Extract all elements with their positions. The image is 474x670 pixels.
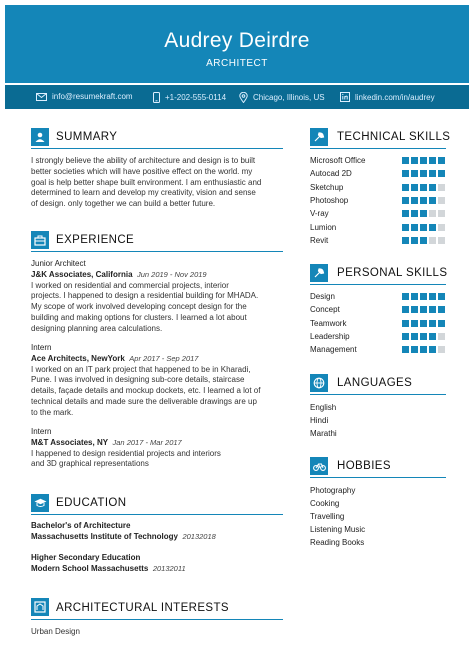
rating-dot-filled: [402, 157, 409, 164]
rating-dot-filled: [402, 333, 409, 340]
job-desc-line: and 3D graphical representations: [31, 459, 149, 469]
interests-icon: [31, 598, 49, 616]
rating-dot-filled: [411, 346, 418, 353]
candidate-role: ARCHITECT: [206, 58, 268, 69]
rating-dot-filled: [402, 184, 409, 191]
technical-skills-title: TECHNICAL SKILLS: [337, 131, 451, 143]
skill-rating: [402, 306, 447, 313]
envelope-icon: [36, 93, 47, 101]
interests-divider: [31, 619, 283, 620]
rating-dot-filled: [429, 224, 436, 231]
rating-dot-filled: [411, 210, 418, 217]
rating-dot-filled: [420, 210, 427, 217]
phone-icon: [153, 92, 160, 103]
summary-line: I strongly believe the ability of architecture and design is to built: [31, 156, 256, 165]
skill-name: Design: [310, 292, 335, 301]
skill-name: Concept: [310, 305, 340, 315]
languages-divider: [310, 394, 446, 395]
rating-dot-filled: [429, 333, 436, 340]
rating-dot-filled: [402, 197, 409, 204]
education-divider: [31, 514, 283, 515]
rating-dot-filled: [411, 184, 418, 191]
job-dates: Apr 2017 - Sep 2017: [129, 353, 199, 363]
rating-dot-filled: [402, 237, 409, 244]
rating-dot-filled: [402, 210, 409, 217]
job-entry: [31, 427, 221, 470]
rating-dot-filled: [429, 197, 436, 204]
summary-divider: [31, 148, 283, 149]
languages-icon: [310, 374, 328, 392]
hobbies-title: HOBBIES: [337, 460, 391, 472]
language-item: Marathi: [310, 429, 337, 438]
languages-title: LANGUAGES: [337, 377, 413, 389]
rating-dot-empty: [429, 210, 436, 217]
rating-dot-empty: [438, 237, 445, 244]
rating-dot-filled: [411, 157, 418, 164]
degree-name: Bachelor's of Architecture: [31, 521, 131, 530]
rating-dot-filled: [402, 170, 409, 177]
rating-dot-filled: [420, 306, 427, 313]
skill-rating: [402, 333, 447, 340]
school-name: Massachusetts Institute of Technology: [31, 531, 178, 541]
skill-rating: [402, 157, 447, 164]
job-desc-line: details, façade details and mockup dockets, etc. I learned a lot of: [31, 386, 261, 396]
summary-line: determined to learn and develop my creativity, vision and sense: [31, 188, 256, 198]
hobbies-divider: [310, 477, 446, 478]
job-desc-line: building and making options for clusters. I learned a lot about: [31, 312, 247, 322]
rating-dot-empty: [438, 210, 445, 217]
skill-name: Management: [310, 345, 357, 355]
education-icon: [31, 494, 49, 512]
skill-name: Lumion: [310, 222, 337, 232]
job-entry: [31, 343, 260, 419]
rating-dot-filled: [411, 293, 418, 300]
contact-phone: [153, 92, 226, 103]
rating-dot-filled: [420, 333, 427, 340]
personal-skills-divider: [310, 284, 446, 285]
location-text: Chicago, Illinois, US: [253, 93, 325, 102]
rating-dot-filled: [411, 320, 418, 327]
skill-rating: [402, 197, 447, 204]
job-desc-line: I happened to design residential projects and interiors: [31, 448, 221, 458]
rating-dot-filled: [420, 237, 427, 244]
rating-dot-filled: [411, 333, 418, 340]
skill-rating: [402, 237, 447, 244]
linkedin-icon: [340, 92, 350, 102]
job-company: Ace Architects, NewYork: [31, 353, 125, 363]
education-entry: [31, 521, 216, 543]
experience-icon: [31, 231, 49, 249]
skill-rating: [402, 224, 447, 231]
hobby-item: Reading Books: [310, 538, 365, 547]
contact-location: [239, 92, 325, 103]
rating-dot-filled: [402, 346, 409, 353]
rating-dot-filled: [438, 157, 445, 164]
skill-rating: [402, 293, 447, 300]
location-pin-icon: [239, 92, 248, 103]
skill-row: [310, 332, 450, 344]
skill-name: Photoshop: [310, 195, 349, 205]
phone-text: +1-202-555-0114: [165, 93, 227, 102]
skill-name: Leadership: [310, 331, 350, 341]
school-name: Modern School Massachusetts: [31, 563, 149, 573]
job-desc-line: designing planning area calculations.: [31, 323, 163, 333]
job-desc-line: I worked on residential and commercial projects, interior: [31, 280, 229, 290]
skill-row: [310, 169, 450, 181]
skill-name: Autocad 2D: [310, 169, 352, 179]
rating-dot-filled: [438, 306, 445, 313]
email-text: info@resumekraft.com: [52, 92, 133, 101]
skill-row: [310, 209, 450, 221]
candidate-name: Audrey Deirdre: [164, 29, 310, 52]
skill-name: Revit: [310, 235, 329, 245]
contact-email: [36, 92, 133, 101]
summary-line: goal is help better shape built environment. I am enthusiastic and: [31, 177, 262, 187]
rating-dot-filled: [402, 306, 409, 313]
contact-linkedin[interactable]: [340, 92, 435, 102]
summary-icon: [31, 128, 49, 146]
skill-rating: [402, 170, 447, 177]
job-desc-line: My scope of work involved developing concept design for the: [31, 302, 247, 312]
skill-row: [310, 223, 450, 235]
rating-dot-filled: [420, 346, 427, 353]
job-dates: Jan 2017 - Mar 2017: [112, 437, 182, 447]
job-desc-line: to the mark.: [31, 407, 74, 417]
skill-row: [310, 236, 450, 248]
skill-name: Teamwork: [310, 318, 347, 328]
job-desc-line: Pune. I was involved in designing sub-core details, staircase: [31, 375, 245, 385]
job-role: Intern: [31, 427, 52, 436]
job-desc-line: I worked on an IT park project that happened to be in Kharadi,: [31, 364, 251, 374]
skill-rating: [402, 184, 447, 191]
rating-dot-empty: [438, 346, 445, 353]
skill-row: [310, 319, 450, 331]
rating-dot-empty: [429, 237, 436, 244]
rating-dot-filled: [420, 184, 427, 191]
skill-name: Microsoft Office: [310, 156, 366, 165]
rating-dot-filled: [429, 184, 436, 191]
language-item: Hindi: [310, 416, 329, 425]
linkedin-text: linkedin.com/in/audrey: [355, 92, 435, 102]
rating-dot-filled: [411, 237, 418, 244]
job-role: Junior Architect: [31, 259, 86, 268]
rating-dot-filled: [411, 306, 418, 313]
job-entry: [31, 259, 258, 335]
skill-row: [310, 156, 450, 168]
rating-dot-filled: [429, 170, 436, 177]
education-entry: [31, 553, 186, 575]
experience-divider: [31, 251, 283, 252]
rating-dot-filled: [429, 293, 436, 300]
rating-dot-filled: [438, 170, 445, 177]
summary-text: [31, 156, 261, 210]
summary-line: of design. only together we can build a better future.: [31, 199, 216, 209]
rating-dot-empty: [438, 184, 445, 191]
resume-header: [5, 5, 469, 83]
skill-row: [310, 196, 450, 208]
rating-dot-filled: [402, 224, 409, 231]
job-desc-line: technical details and made sure the deliverable drawings are up: [31, 396, 257, 406]
personal-skills-icon: [310, 264, 328, 282]
rating-dot-empty: [438, 224, 445, 231]
contact-bar: [5, 85, 469, 109]
degree-name: Higher Secondary Education: [31, 553, 141, 562]
language-item: English: [310, 403, 337, 412]
rating-dot-empty: [438, 197, 445, 204]
skill-row: [310, 305, 450, 317]
rating-dot-filled: [438, 320, 445, 327]
hobby-item: Photography: [310, 486, 356, 495]
rating-dot-filled: [411, 170, 418, 177]
skill-rating: [402, 210, 447, 217]
interests-title: ARCHITECTURAL INTERESTS: [56, 602, 229, 614]
skill-rating: [402, 346, 447, 353]
interest-item: Urban Design: [31, 627, 80, 636]
job-company: M&T Associates, NY: [31, 437, 109, 447]
rating-dot-filled: [429, 157, 436, 164]
personal-skills-title: PERSONAL SKILLS: [337, 267, 448, 279]
summary-line: better societies which will have positive effect on the world. my: [31, 166, 253, 176]
skill-rating: [402, 320, 447, 327]
hobby-item: Listening Music: [310, 525, 366, 534]
rating-dot-filled: [420, 224, 427, 231]
rating-dot-filled: [420, 157, 427, 164]
rating-dot-empty: [438, 333, 445, 340]
rating-dot-filled: [429, 306, 436, 313]
education-years: 20132018: [182, 531, 216, 541]
technical-skills-divider: [310, 148, 446, 149]
job-role: Intern: [31, 343, 52, 352]
education-title: EDUCATION: [56, 497, 127, 509]
hobby-item: Cooking: [310, 499, 340, 508]
rating-dot-filled: [438, 293, 445, 300]
rating-dot-filled: [411, 197, 418, 204]
skill-name: Sketchup: [310, 182, 344, 192]
skill-row: [310, 183, 450, 195]
job-desc-line: projects. I happened to design a residential building for MHADA.: [31, 291, 259, 301]
technical-skills-icon: [310, 128, 328, 146]
rating-dot-filled: [402, 293, 409, 300]
rating-dot-filled: [429, 346, 436, 353]
rating-dot-filled: [402, 320, 409, 327]
rating-dot-filled: [429, 320, 436, 327]
education-years: 20132011: [152, 563, 186, 573]
job-company: J&K Associates, California: [31, 269, 133, 279]
rating-dot-filled: [420, 293, 427, 300]
summary-title: SUMMARY: [56, 131, 118, 143]
job-dates: Jun 2019 - Nov 2019: [136, 269, 207, 279]
hobbies-icon: [310, 457, 328, 475]
rating-dot-filled: [411, 224, 418, 231]
hobby-item: Travelling: [310, 512, 345, 521]
rating-dot-filled: [420, 320, 427, 327]
skill-name: V-ray: [310, 209, 329, 219]
skill-row: [310, 292, 450, 304]
skill-row: [310, 345, 450, 357]
rating-dot-filled: [420, 197, 427, 204]
experience-title: EXPERIENCE: [56, 234, 135, 246]
rating-dot-filled: [420, 170, 427, 177]
